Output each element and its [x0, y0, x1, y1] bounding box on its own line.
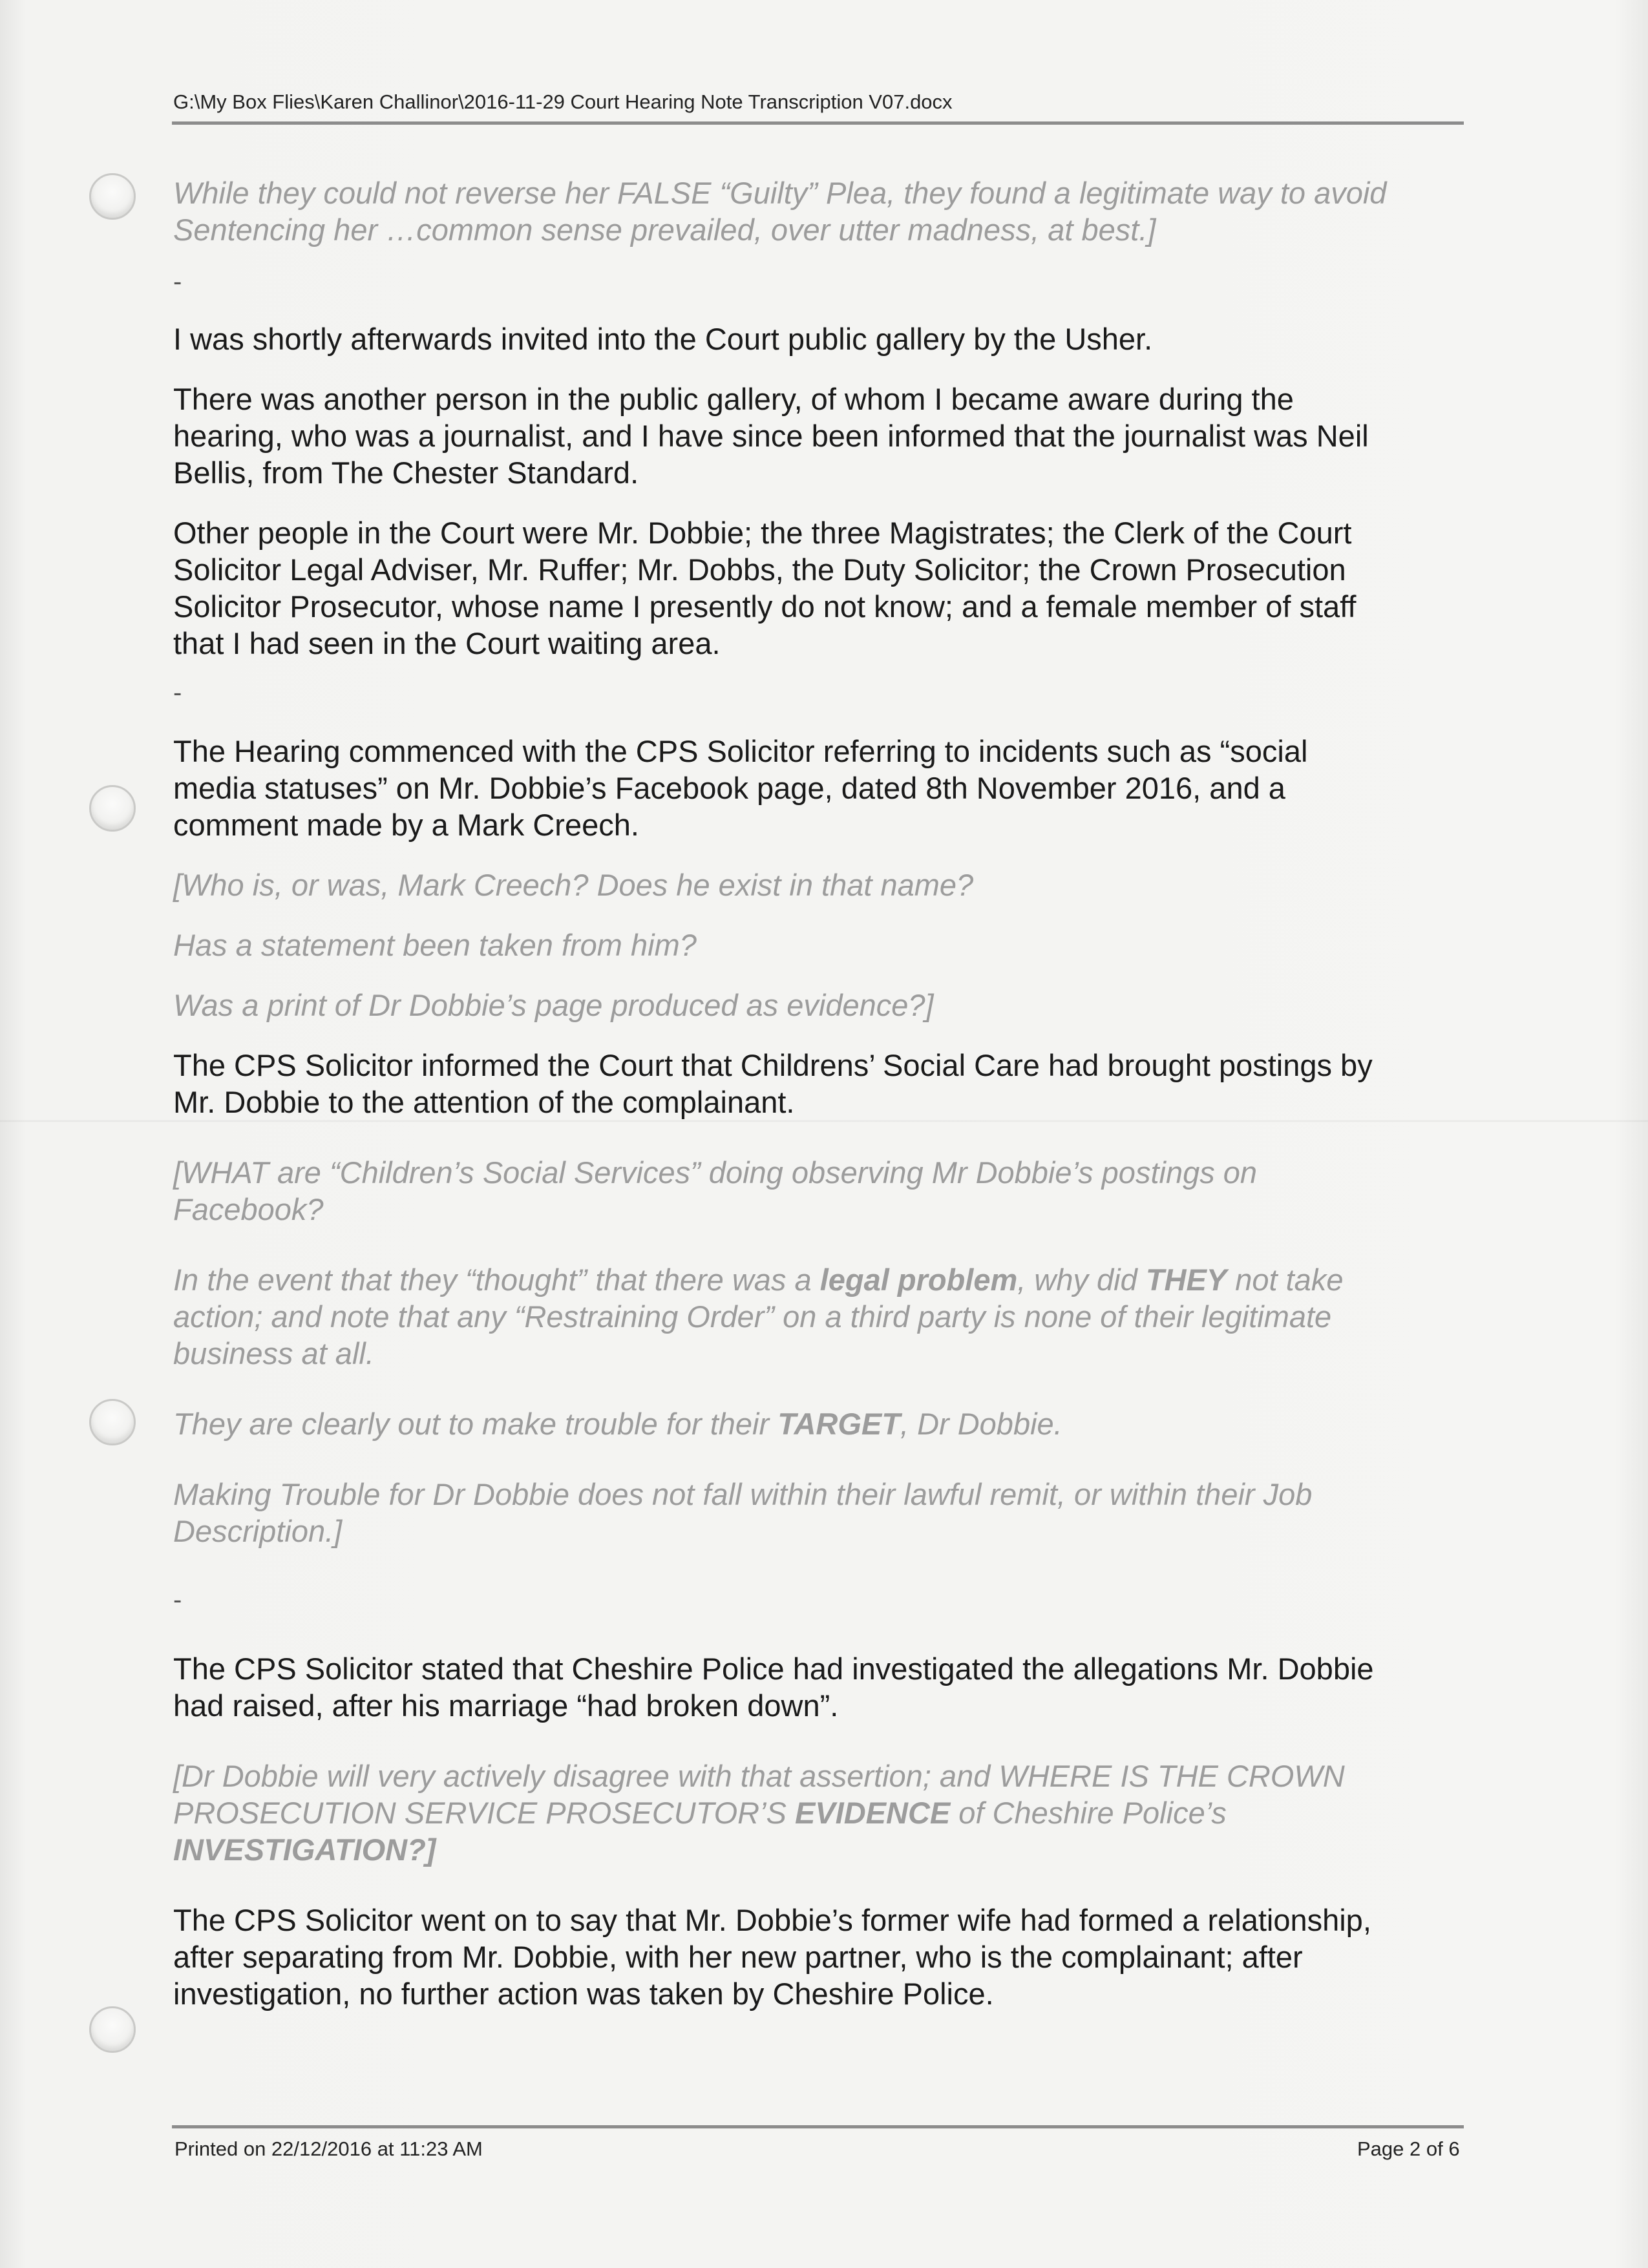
text-line [173, 1261, 1466, 1298]
text-run: They are clearly out to make trouble for their [173, 1407, 778, 1441]
emphasis-target: TARGET [777, 1407, 900, 1441]
emphasis-evidence: EVIDENCE [794, 1796, 951, 1830]
text-line: While they could not reverse her FALSE “Guilty” Plea, they found a legitimate way to avoid [173, 176, 1387, 210]
text-line: Description.] [173, 1514, 343, 1548]
note-paragraph [173, 174, 1466, 248]
note-remit [173, 1476, 1466, 1549]
text-line: Other people in the Court were Mr. Dobbie; the three Magistrates; the Clerk of the Court [173, 516, 1352, 550]
punch-hole [89, 173, 136, 220]
note-creech: [Who is, or was, Mark Creech? Does he exist in that name? [173, 868, 974, 902]
text-line: [Dr Dobbie will very actively disagree with that assertion; and WHERE IS THE CROWN [173, 1759, 1345, 1793]
text-run: of Cheshire Police’s [950, 1796, 1227, 1830]
footer-rule [172, 2125, 1464, 2128]
text-line: Facebook? [173, 1192, 324, 1226]
note-disagree [173, 1758, 1466, 1868]
emphasis-they: THEY [1145, 1263, 1227, 1297]
emphasis-legal-problem: legal problem [819, 1263, 1018, 1297]
text-run: not take [1227, 1263, 1344, 1297]
note-what [173, 1154, 1466, 1228]
text-line: hearing, who was a journalist, and I have since been informed that the journalist was Neil [173, 419, 1369, 453]
separator-dash: - [173, 1586, 182, 1614]
text-line: The CPS Solicitor stated that Cheshire Police had investigated the allegations Mr. Dobbie [173, 1652, 1374, 1686]
paragraph-police [173, 1650, 1466, 1724]
text-line: Sentencing her …common sense prevailed, over utter madness, at best.] [173, 213, 1156, 247]
text-line: Solicitor Legal Adviser, Mr. Ruffer; Mr. Dobbs, the Duty Solicitor; the Crown Prosecution [173, 552, 1346, 587]
text-line: media statuses” on Mr. Dobbie’s Facebook page, dated 8th November 2016, and a [173, 771, 1285, 805]
text-line: Bellis, from The Chester Standard. [173, 456, 639, 490]
text-line: investigation, no further action was taken by Cheshire Police. [173, 1977, 994, 2011]
paragraph-commenced [173, 733, 1466, 843]
paragraph-social-care [173, 1047, 1466, 1120]
note-statement: Has a statement been taken from him? [173, 928, 697, 962]
punch-hole [89, 785, 136, 832]
text-line: Solicitor Prosecutor, whose name I presently do not know; and a female member of staff [173, 589, 1357, 624]
separator-dash: - [173, 678, 182, 707]
text-run: In the event that they “thought” that there was a [173, 1263, 820, 1297]
text-line: The CPS Solicitor went on to say that Mr. Dobbie’s former wife had formed a relationship, [173, 1903, 1371, 1937]
text-line [173, 1794, 1466, 1831]
text-line: Making Trouble for Dr Dobbie does not fall within their lawful remit, or within their Job [173, 1477, 1313, 1511]
text-line: had raised, after his marriage “had broken down”. [173, 1688, 839, 1723]
document-body [173, 174, 1466, 2012]
text-line: The CPS Solicitor informed the Court that Childrens’ Social Care had brought postings by [173, 1048, 1373, 1082]
printed-timestamp: Printed on 22/12/2016 at 11:23 AM [174, 2137, 483, 2160]
paragraph-gallery [173, 381, 1466, 491]
text-run: PROSECUTION SERVICE PROSECUTOR’S [173, 1796, 795, 1830]
document-file-path: G:\My Box Flies\Karen Challinor\2016-11-29 Court Hearing Note Transcription V07.docx [173, 90, 953, 113]
punch-hole [89, 1399, 136, 1445]
emphasis-investigation: INVESTIGATION?] [173, 1832, 436, 1867]
note-target [173, 1405, 1466, 1442]
text-line: business at all. [173, 1336, 374, 1370]
text-line: that I had seen in the Court waiting area. [173, 626, 721, 660]
text-run: , why did [1017, 1263, 1146, 1297]
text-line: Mr. Dobbie to the attention of the complainant. [173, 1085, 795, 1119]
paragraph-others [173, 514, 1466, 662]
text-line: action; and note that any “Restraining Order” on a third party is none of their legitimate [173, 1299, 1332, 1334]
text-line: There was another person in the public gallery, of whom I became aware during the [173, 382, 1294, 416]
separator-dash: - [173, 268, 182, 296]
text-line: The Hearing commenced with the CPS Solicitor referring to incidents such as “social [173, 734, 1308, 768]
page-number: Page 2 of 6 [1357, 2137, 1460, 2160]
text-line: comment made by a Mark Creech. [173, 808, 639, 842]
note-event [173, 1261, 1466, 1372]
header-rule [172, 121, 1464, 125]
punch-hole [89, 2006, 136, 2053]
text-line [173, 1831, 1466, 1868]
note-print: Was a print of Dr Dobbie’s page produced as evidence?] [173, 988, 934, 1022]
text-line: [WHAT are “Children’s Social Services” doing observing Mr Dobbie’s postings on [173, 1155, 1258, 1190]
paragraph-usher: I was shortly afterwards invited into the Court public gallery by the Usher. [173, 322, 1153, 356]
paragraph-former-wife [173, 1902, 1466, 2012]
text-run: , Dr Dobbie. [900, 1407, 1062, 1441]
text-line: after separating from Mr. Dobbie, with her new partner, who is the complainant; after [173, 1940, 1303, 1974]
